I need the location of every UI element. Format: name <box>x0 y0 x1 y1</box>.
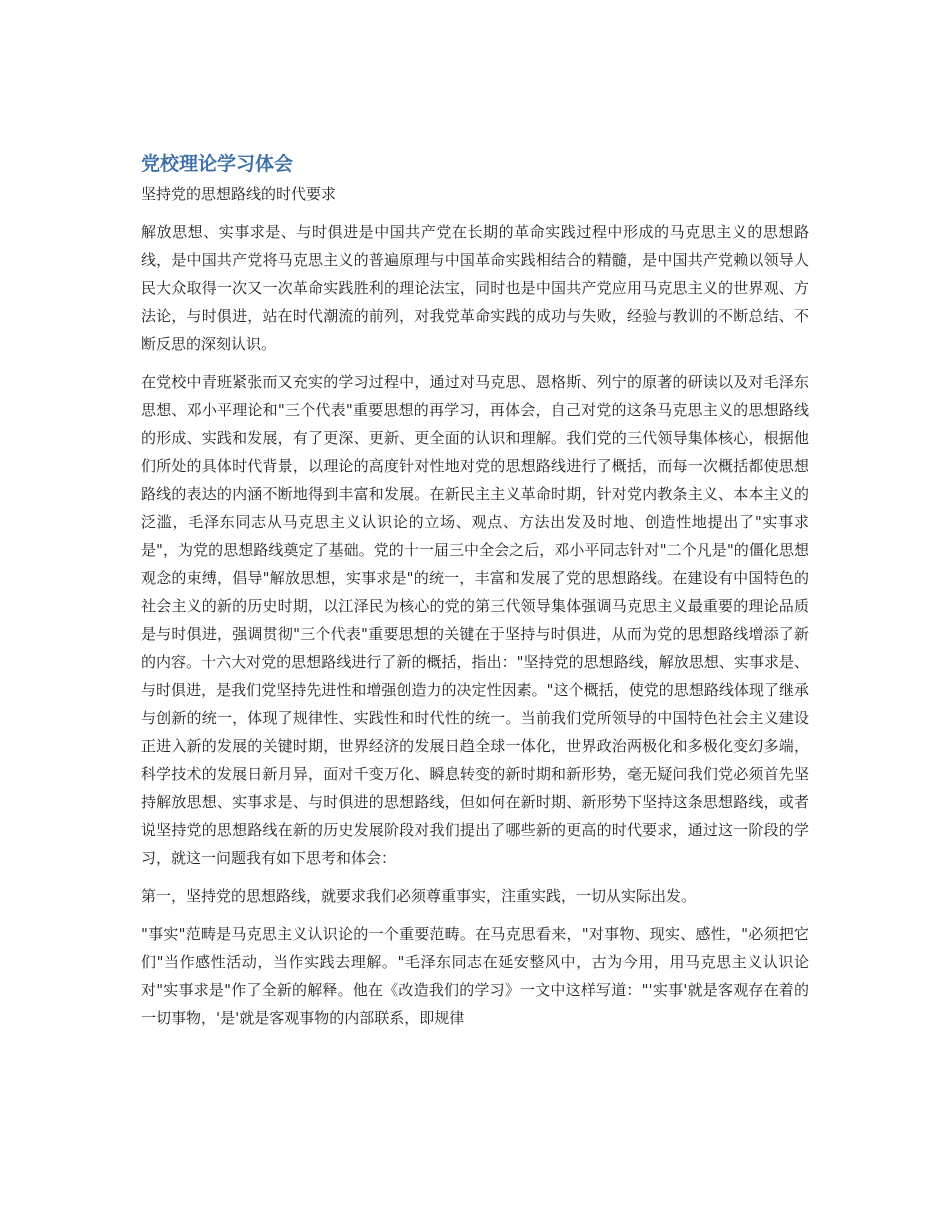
document-title: 党校理论学习体会 <box>141 153 294 175</box>
document-subtitle: 坚持党的思想路线的时代要求 <box>141 185 337 203</box>
paragraph-point-one: 第一，坚持党的思想路线，就要求我们必须尊重事实，注重实践，一切从实际出发。 <box>141 887 697 905</box>
paragraph-fact-category: "事实"范畴是马克思主义认识论的一个重要范畴。在马克思看来，"对事物、现实、感性，"必须把它们"当作感性活动，当作实践去理解。"毛泽东同志在延安整风中，古为今用，用马克思主义认识论对"实事求是"作了全新的解释。他在《改造我们的学习》一文中这样写道："'实事'就是客观存在着的一切事物，'是'就是客观事物的内部联系，即规律 <box>141 925 809 1027</box>
paragraph-intro: 解放思想、实事求是、与时俱进是中国共产党在长期的革命实践过程中形成的马克思主义的思想路线，是中国共产党将马克思主义的普遍原理与中国革命实践相结合的精髓，是中国共产党赖以领导人民大众取得一次又一次革命实践胜利的理论法宝，同时也是中国共产党应用马克思主义的世界观、方法论，与时俱进，站在时代潮流的前列，对我党革命实践的成功与失败，经验与教训的不断总结、不断反思的深刻认识。 <box>141 223 809 353</box>
document-page <box>141 150 809 1042</box>
paragraph-study-reflection: 在党校中青班紧张而又充实的学习过程中，通过对马克思、恩格斯、列宁的原著的研读以及对毛泽东思想、邓小平理论和"三个代表"重要思想的再学习，再体会，自己对党的这条马克思主义的思想路线的形成、实践和发展，有了更深、更新、更全面的认识和理解。我们党的三代领导集体核心，根据他们所处的具体时代背景，以理论的高度针对性地对党的思想路线进行了概括，而每一次概括都使思想路线的表达的内涵不断地得到丰富和发展。在新民主主义革命时期，针对党内教条主义、本本主义的泛滥，毛泽东同志从马克思主义认识论的立场、观点、方法出发及时地、创造性地提出了"实事求是"，为党的思想路线奠定了基础。党的十一届三中全会之后，邓小平同志针对"二个凡是"的僵化思想观念的束缚，倡导"解放思想，实事求是"的统一，丰富和发展了党的思想路线。在建设有中国特色的社会主义的新的历史时期，以江泽民为核心的党的第三代领导集体强调马克思主义最重要的理论品质是与时俱进，强调贯彻"三个代表"重要思想的关键在于坚持与时俱进，从而为党的思想路线增添了新的内容。十六大对党的思想路线进行了新的概括，指出："坚持党的思想路线，解放思想、实事求是、与时俱进，是我们党坚持先进性和增强创造力的决定性因素。"这个概括，使党的思想路线体现了继承与创新的统一，体现了规律性、实践性和时代性的统一。当前我们党所领导的中国特色社会主义建设正进入新的发展的关键时期，世界经济的发展日趋全球一体化，世界政治两极化和多极化变幻多端，科学技术的发展日新月异，面对千变万化、瞬息转变的新时期和新形势，毫无疑问我们党必须首先坚持解放思想、实事求是、与时俱进的思想路线，但如何在新时期、新形势下坚持这条思想路线，或者说坚持党的思想路线在新的历史发展阶段对我们提出了哪些新的更高的时代要求，通过这一阶段的学习，就这一问题我有如下思考和体会： <box>141 373 809 867</box>
